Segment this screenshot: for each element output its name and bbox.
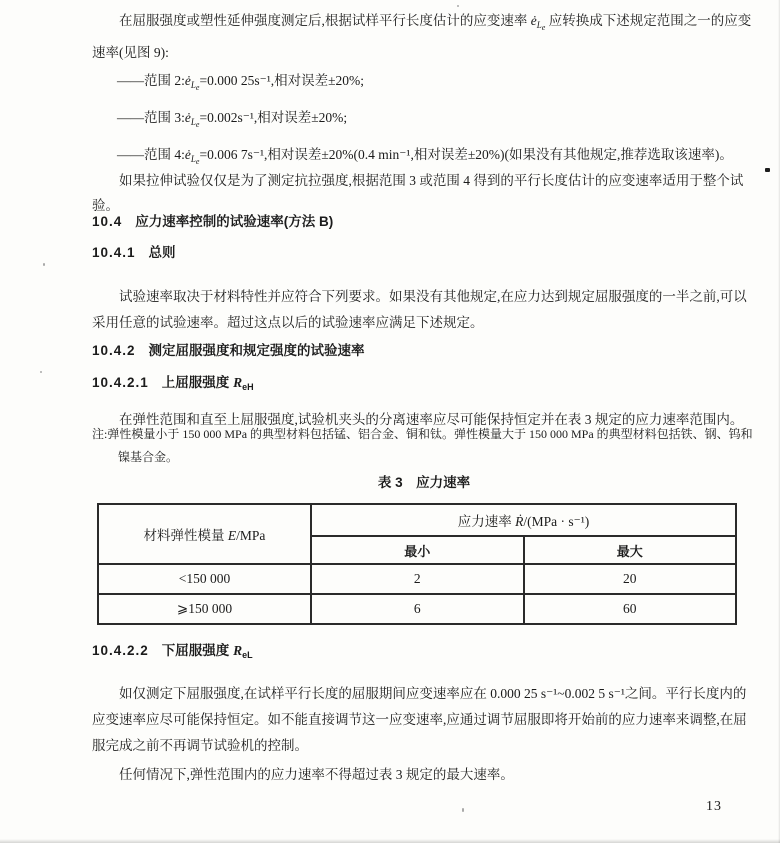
range-item-4: ——范围 $4:ė_{Le}=0.006$ 7s⁻¹,相对误差±20%(0.4 min⁻¹,相对误差±20%)(如果没有其他规定,推荐选取该速率)。 (117, 147, 733, 166)
heading-number: 10.4.2 (92, 343, 136, 358)
para-max-rate-limit: 任何情况下,弹性范围内的应力速率不得超过表 3 规定的最大速率。 (119, 767, 514, 782)
heading-title: 测定屈服强度和规定强度的试验速率 (148, 343, 365, 358)
note-text: 弹性模量小于 150 000 MPa 的典型材料包括锰、铝合金、铜和钛。弹性模量大于 150 000 MPa 的典型材料包括铁、钢、钨和镍基合金。 (107, 427, 753, 464)
heading-10-4-2-1 (92, 374, 756, 396)
heading-10-4-1 (92, 244, 756, 262)
page-number: 13 (706, 799, 722, 814)
cell-max: 20 (524, 564, 737, 594)
cell-min: 2 (311, 564, 524, 594)
heading-10-4 (92, 213, 756, 231)
table-row (98, 564, 736, 594)
para-lower-yield: 如仅测定下屈服强度,在试样平行长度的屈服期间应变速率应在 0.000 25 s⁻¹~0.002 5 s⁻¹之间。平行长度内的应变速率应尽可能保持恒定。如不能直接调节这一应变速率,应通过调节屈服即将开始前的应力速率来调整,在屈服完成之前不再调节试验机的控制。 (92, 686, 747, 753)
heading-title: 总则 (148, 245, 176, 260)
para-upper-yield: 在弹性范围和直至上屈服强度,试验机夹头的分离速率应尽可能保持恒定并在表 3 规定的应力速率范围内。 (119, 412, 744, 427)
scan-bottom-edge (0, 839, 780, 843)
heading-10-4-2-2 (92, 642, 756, 664)
cell-modulus: ⩾150 000 (98, 594, 311, 624)
para-general-rules: 试验速率取决于材料特性并应符合下列要求。如果没有其他规定,在应力达到规定屈服强度的一半之前,可以采用任意的试验速率。超过这点以后的试验速率应满足下述规定。 (92, 289, 747, 330)
scan-speck (462, 808, 464, 812)
heading-title: 应力速率控制的试验速率(方法 B) (135, 214, 334, 229)
cell-max: 60 (524, 594, 737, 624)
table-3-stress-rate (97, 503, 737, 625)
cell-modulus: <150 000 (98, 564, 311, 594)
heading-number: 10.4.2.2 (92, 643, 149, 658)
scan-speck (765, 168, 770, 172)
para-strain-rate-conversion: 在屈服强度或塑性延伸强度测定后,根据试样平行长度估计的应变速率 $ė_{Le}$ 应转换成下述规定范围之一的应变速率(见图 9): (92, 13, 752, 60)
heading-number: 10.4 (92, 214, 123, 229)
heading-10-4-2 (92, 342, 756, 360)
para-tensile-strength-only: 如果拉伸试验仅仅是为了测定抗拉强度,根据范围 3 或范围 4 得到的平行长度估计的应变速率适用于整个试验。 (92, 173, 744, 213)
scan-speck (43, 263, 45, 266)
table-header-max: 最大 (524, 536, 737, 564)
note-label: 注: (92, 427, 108, 441)
scan-speck (40, 371, 42, 373)
heading-number: 10.4.1 (92, 245, 136, 260)
page-content (92, 0, 756, 788)
table-header-min: 最小 (311, 536, 524, 564)
heading-number: 10.4.2.1 (92, 375, 149, 390)
cell-min: 6 (311, 594, 524, 624)
note-elastic-modulus (92, 423, 756, 469)
range-item-3: ——范围 $3:ė_{Le}=0.002s^{-1}$,相对误差±20%; (117, 110, 348, 129)
table-header-stress-rate: 应力速率 Ṙ/(MPa · s⁻¹) (311, 504, 736, 536)
table-row (98, 594, 736, 624)
scan-speck (457, 5, 459, 7)
range-item-2: ——范围 $2:ė_{Le}=0.000$ 25s⁻¹,相对误差±20%; (117, 73, 365, 92)
heading-title: 上屈服强度 $R_{eH}$ (161, 375, 254, 392)
table-header-modulus: 材料弹性模量 E/MPa (98, 504, 311, 564)
table-3-title: 表 3 应力速率 (377, 475, 471, 490)
heading-title: 下屈服强度 $R_{eL}$ (161, 643, 253, 660)
